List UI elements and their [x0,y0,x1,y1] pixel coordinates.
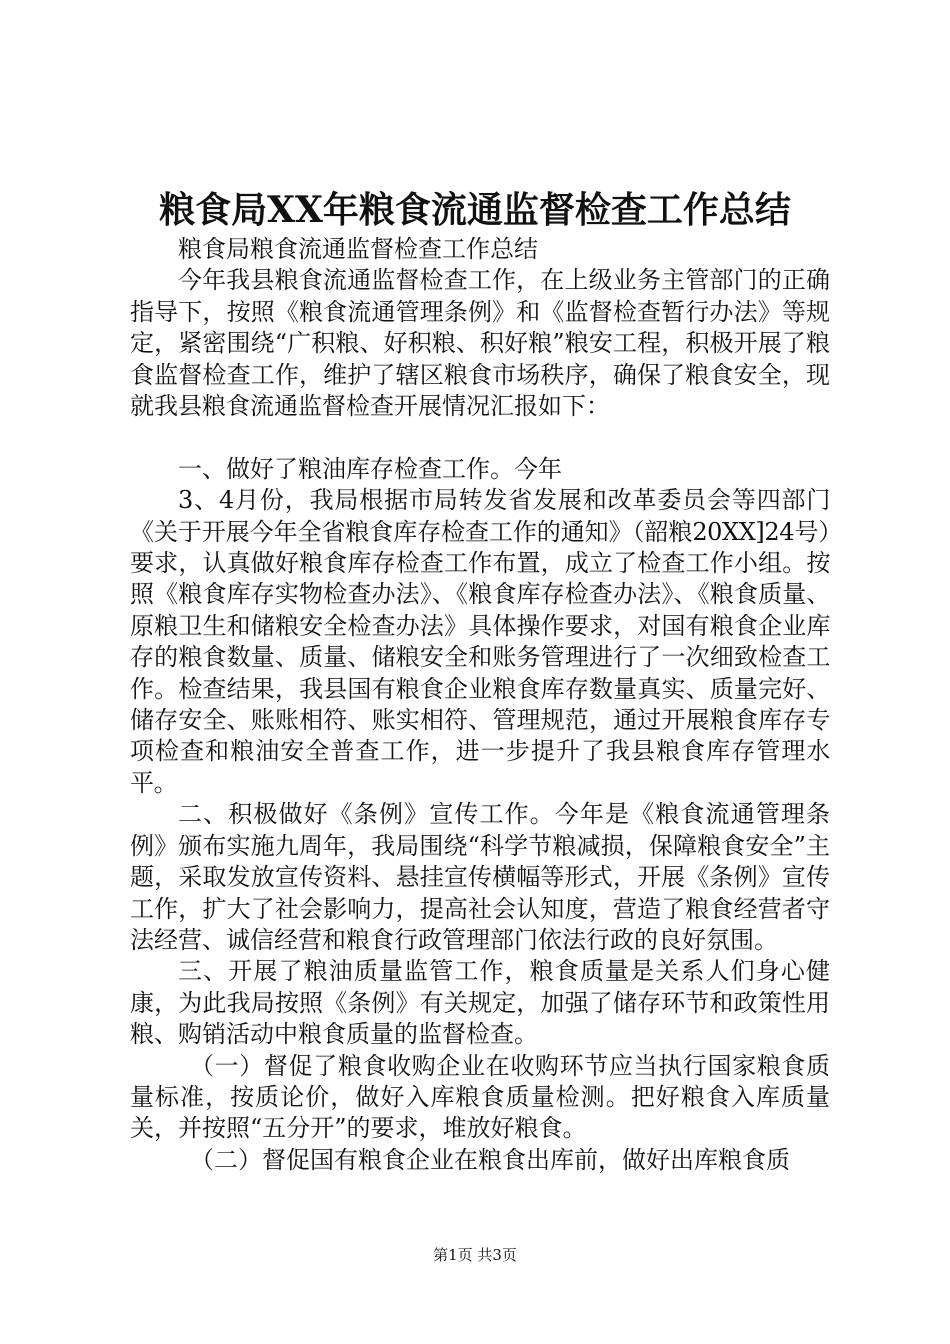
paragraph-section-2: 二、积极做好《条例》宣传工作。今年是《粮食流通管理条例》颁布实施九周年，我局围绕“科学节粮减损，保障粮食安全”主题，采取发放宣传资料、悬挂宣传横幅等形式，开展《条例》宣传工作，扩大了社会影响力，提高社会认知度，营造了粮食经营者守法经营、诚信经营和粮食行政管理部门依法行政的良好氛围。 [130,800,830,954]
document-title: 粮食局XX年粮食流通监督检查工作总结 [159,189,791,231]
paragraph-section-3: 三、开展了粮油质量监管工作，粮食质量是关系人们身心健康，为此我局按照《条例》有关规定，加强了储存环节和政策性用粮、购销活动中粮食质量的监督检查。 [130,957,830,1049]
page-footer: 第1页 共3页 [433,1246,517,1264]
document-subtitle: 粮食局粮食流通监督检查工作总结 [178,235,538,263]
paragraph-section-1-body: 3、4月份，我局根据市局转发省发展和改革委员会等四部门《关于开展今年全省粮食库存检查工作的通知》（韶粮20XX]24号）要求，认真做好粮食库存检查工作布置，成立了检查工作小组。按照《粮食库存实物检查办法》、《粮食库存检查办法》、《粮食质量、原粮卫生和储粮安全检查办法》具体操作要求，对国有粮食企业库存的粮食数量、质量、储粮安全和账务管理进行了一次细致检查工作。检查结果，我县国有粮食企业粮食库存数量真实、质量完好、储存安全、账账相符、账实相符、管理规范，通过开展粮食库存专项检查和粮油安全普查工作，进一步提升了我县粮食库存管理水平。 [130,486,830,797]
document-body [130,234,830,1176]
paragraph-intro: 今年我县粮食流通监督检查工作，在上级业务主管部门的正确指导下，按照《粮食流通管理条例》和《监督检查暂行办法》等规定，紧密围绕“广积粮、好积粮、积好粮”粮安工程，积极开展了粮食监督检查工作，维护了辖区粮食市场秩序，确保了粮食安全，现就我县粮食流通监督检查开展情况汇报如下： [130,266,830,421]
paragraph-section-1-heading: 一、做好了粮油库存检查工作。今年 [178,454,562,483]
paragraph-subsection-1: （一）督促了粮食收购企业在收购环节应当执行国家粮食质量标准，按质论价，做好入库粮食质量检测。把好粮食入库质量关，并按照“五分开”的要求，堆放好粮食。 [130,1051,830,1143]
paragraph-subsection-2: （二）督促国有粮食企业在粮食出库前，做好出库粮食质 [190,1145,790,1174]
